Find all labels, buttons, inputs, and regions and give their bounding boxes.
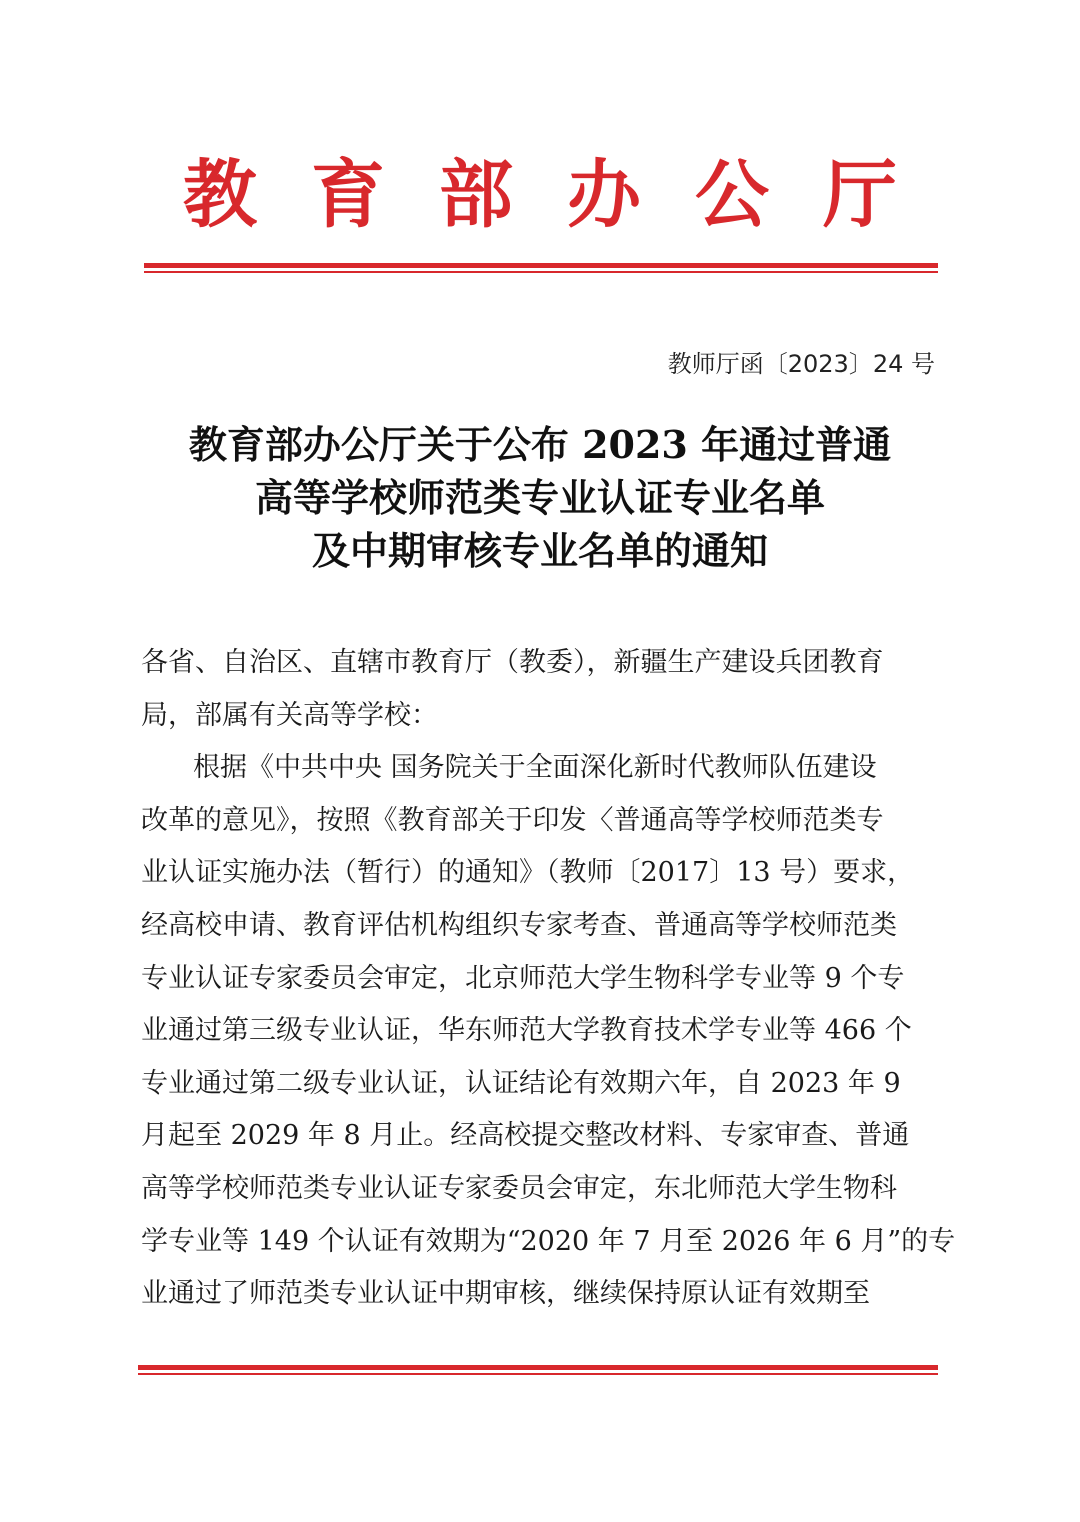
document-title xyxy=(0,418,1080,577)
paragraph-line: 根据《中共中央 国务院关于全面深化新时代教师队伍建设 xyxy=(193,752,877,784)
paragraph-line: 业通过第三级专业认证，华东师范大学教育技术学专业等 466 个 xyxy=(141,1015,912,1047)
header-red-rule-thin xyxy=(144,271,938,273)
header-red-rule xyxy=(144,263,938,273)
paragraph-line: 专业通过第二级专业认证，认证结论有效期六年，自 2023 年 9 xyxy=(141,1067,901,1099)
paragraph-line: 业认证实施办法（暂行）的通知》（教师〔2017〕13 号）要求， xyxy=(141,857,915,889)
footer-red-rule-thin xyxy=(138,1373,938,1375)
salutation-line: 各省、自治区、直辖市教育厅（教委），新疆生产建设兵团教育 xyxy=(141,647,884,678)
salutation-line: 局，部属有关高等学校： xyxy=(141,699,438,731)
paragraph-line: 专业认证专家委员会审定，北京师范大学生物科学专业等 9 个专 xyxy=(141,962,905,994)
paragraph-line: 学专业等 149 个认证有效期为“2020 年 7 月至 2026 年 6 月”的专 xyxy=(141,1225,956,1257)
footer-red-rule xyxy=(138,1365,938,1375)
document-title-line: 及中期审核专业名单的通知 xyxy=(311,528,768,573)
paragraph-line: 月起至 2029 年 8 月止。经高校提交整改材料、专家审查、普通 xyxy=(141,1120,910,1152)
header-red-rule-thick xyxy=(144,263,938,268)
document-body xyxy=(141,637,956,1321)
footer-red-rule-thick xyxy=(138,1365,938,1370)
document-title-line: 教育部办公厅关于公布 2023 年通过普通 xyxy=(188,422,892,467)
paragraph-line: 业通过了师范类专业认证中期审核，继续保持原认证有效期至 xyxy=(141,1278,870,1310)
issuer-header: 教育部办公厅 xyxy=(183,152,951,238)
paragraph-line: 改革的意见》，按照《教育部关于印发〈普通高等学校师范类专 xyxy=(141,804,884,836)
paragraph-line: 高等学校师范类专业认证专家委员会审定，东北师范大学生物科 xyxy=(141,1172,897,1204)
document-number: 教师厅函〔2023〕24 号 xyxy=(667,350,935,378)
paragraph-line: 经高校申请、教育评估机构组织专家考查、普通高等学校师范类 xyxy=(141,909,897,941)
document-title-line: 高等学校师范类专业认证专业名单 xyxy=(254,475,825,520)
